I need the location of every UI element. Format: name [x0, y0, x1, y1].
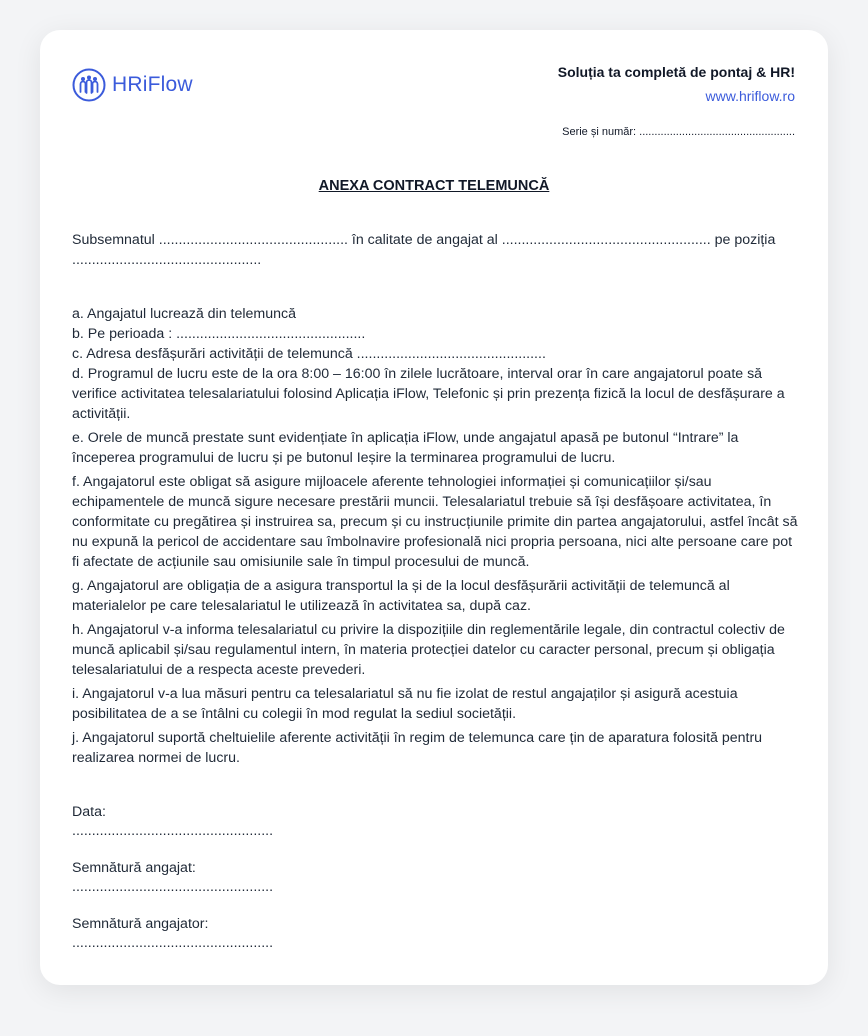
signature-block: [72, 802, 273, 970]
intro-paragraph: [72, 230, 802, 270]
clause-h: h. Angajatorul v-a informa telesalariatul cu privire la dispozițiile din reglementările legale, din contractul colectiv de muncă aplicabil și/sau regulamentul intern, în materia protecției datelor cu caracter personal, precum și obligația telesalariatului de a respecta aceste prevederi.: [72, 622, 785, 678]
document-title: ANEXA CONTRACT TELEMUNCĂ: [318, 178, 550, 194]
document-body: [72, 230, 802, 768]
date-field: ...................................................: [72, 823, 274, 839]
website-link[interactable]: www.hriflow.ro: [705, 88, 795, 104]
clause-b: b. Pe perioada : ................................................: [72, 326, 366, 342]
clause-a: a. Angajatul lucrează din telemuncă: [72, 306, 296, 322]
document-card: [40, 30, 828, 985]
employee-signature-label: Semnătură angajat:: [72, 860, 196, 876]
clause-c: c. Adresa desfășurări activității de telemuncă ................................................: [72, 346, 546, 362]
employer-signature-label: Semnătură angajator:: [72, 916, 209, 932]
clauses-list: [72, 304, 802, 768]
date-label: Data:: [72, 804, 106, 820]
intro-dots: ................................................: [72, 252, 262, 268]
brand-logo[interactable]: [72, 68, 193, 102]
tagline: Soluția ta completă de pontaj & HR!: [557, 64, 795, 80]
clause-j: j. Angajatorul suportă cheltuielile aferente activității în regim de telemunca care țin de aparatura folosită pentru realizarea normei de lucru.: [72, 730, 763, 766]
clause-i: i. Angajatorul v-a lua măsuri pentru ca telesalariatul să nu fie izolat de restul angajaților și asigură acestuia posibilitatea de a se întâlni cu colegii în mod regulat la sediul societății.: [72, 686, 738, 722]
serie-numar: Serie și număr: ...................................................: [562, 126, 795, 138]
clause-g: g. Angajatorul are obligația de a asigura transportul la și de la locul desfășurării activității de telemuncă al materialelor pe care telesalariatul le utilizează în activitatea sa, după caz.: [72, 578, 730, 614]
header-info: [558, 64, 795, 104]
brand-name: HRiFlow: [112, 73, 193, 96]
intro-line: Subsemnatul ................................................ în calitate de angajat al ..................................................... pe poziția: [72, 232, 776, 248]
employer-signature-field: ...................................................: [72, 935, 274, 951]
clause-d: d. Programul de lucru este de la ora 8:00 – 16:00 în zilele lucrătoare, interval orar în care angajatorul poate să verifice activitatea telesalariatului folosind Aplicația iFlow, Telefonic și prin prezența fizică la locul de desfășurare a activității.: [72, 366, 785, 422]
employee-signature-field: ...................................................: [72, 879, 274, 895]
clause-f: f. Angajatorul este obligat să asigure mijloacele aferente tehnologiei informației și comunicațiilor și/sau echipamentele de muncă sigure necesare prestării muncii. Telesalariatul trebuie să își desfășoare activitatea, în conformitate cu pregătirea și instruirea sa, precum și cu instrucțiunile primite din partea angajatorului, astfel încât să nu expună la pericol de accidentare sau îmbolnavire profesională nici propria persoana, nici alte persoane care pot fi afectate de acțiunile sau omisiunile sale în timpul procesului de muncă.: [72, 474, 798, 570]
hriflow-people-icon: [72, 68, 106, 102]
clause-e: e. Orele de muncă prestate sunt evidențiate în aplicația iFlow, unde angajatul apasă pe butonul “Intrare” la începerea programului de lucru și pe butonul Ieșire la terminarea programului de lucru.: [72, 430, 739, 466]
